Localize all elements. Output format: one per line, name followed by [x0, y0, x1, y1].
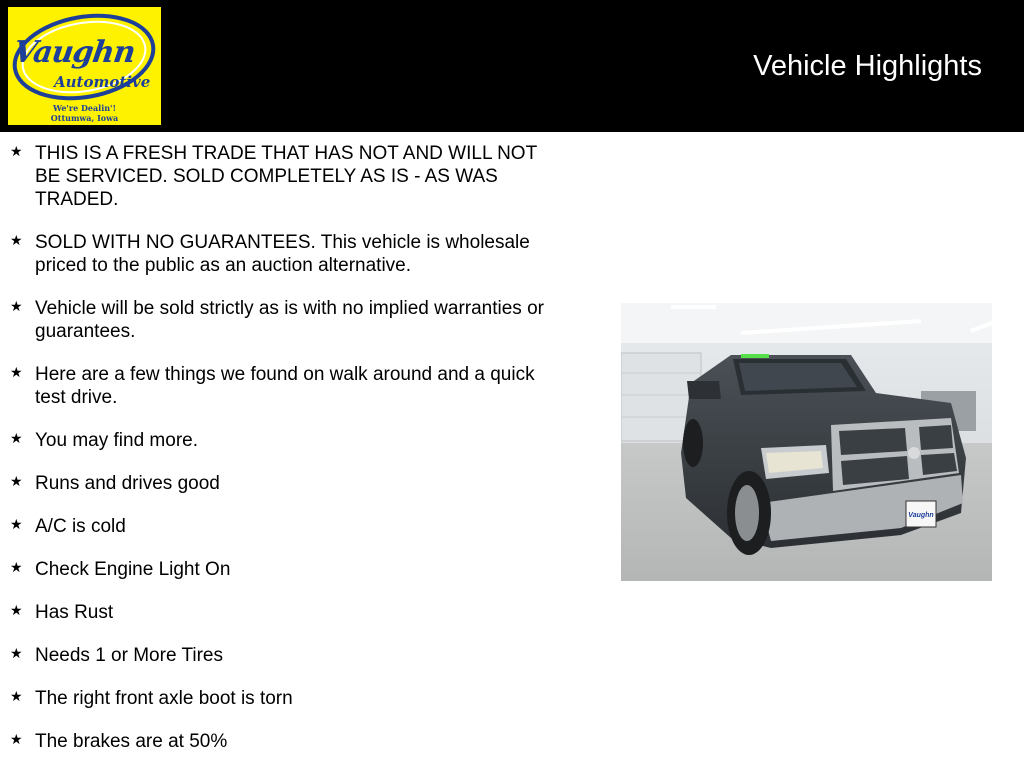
star-icon: ★: [10, 559, 23, 575]
list-item: [0, 644, 565, 667]
star-icon: ★: [10, 516, 23, 532]
star-icon: ★: [10, 364, 23, 380]
logo-location: Ottumwa, Iowa: [50, 113, 119, 123]
list-item: [0, 231, 565, 277]
highlight-text: You may find more.: [35, 430, 198, 451]
highlight-text: Vehicle will be sold strictly as is with no implied warranties or guarantees.: [35, 298, 544, 342]
star-icon: ★: [10, 143, 23, 159]
list-item: [0, 730, 565, 753]
list-item: [0, 687, 565, 710]
star-icon: ★: [10, 645, 23, 661]
star-icon: ★: [10, 688, 23, 704]
highlight-text: Check Engine Light On: [35, 559, 231, 580]
logo-brand: Vaughn: [11, 35, 137, 70]
highlight-text: A/C is cold: [35, 516, 126, 537]
list-item: [0, 429, 565, 452]
star-icon: ★: [10, 731, 23, 747]
dealer-logo[interactable]: [8, 7, 161, 125]
page-title: Vehicle Highlights: [753, 50, 982, 82]
list-item: [0, 601, 565, 624]
plate-text: Vaughn: [908, 512, 934, 519]
highlight-text: THIS IS A FRESH TRADE THAT HAS NOT AND WILL NOT BE SERVICED. SOLD COMPLETELY AS IS - AS WAS TRADED.: [35, 143, 537, 210]
highlight-text: The brakes are at 50%: [35, 731, 228, 752]
list-item: [0, 472, 565, 495]
star-icon: ★: [10, 602, 23, 618]
star-icon: ★: [10, 232, 23, 248]
star-icon: ★: [10, 430, 23, 446]
highlight-text: Runs and drives good: [35, 473, 220, 494]
highlight-text: SOLD WITH NO GUARANTEES. This vehicle is wholesale priced to the public as an auction alternative.: [35, 232, 530, 276]
star-icon: ★: [10, 473, 23, 489]
logo-tagline: We're Dealin'!: [52, 103, 117, 113]
highlight-text: The right front axle boot is torn: [35, 688, 293, 709]
list-item: [0, 558, 565, 581]
header-bar: [0, 0, 1024, 132]
star-icon: ★: [10, 298, 23, 314]
highlight-text: Needs 1 or More Tires: [35, 645, 223, 666]
list-item: [0, 363, 565, 409]
logo-subtitle: Automotive: [54, 73, 151, 91]
list-item: [0, 142, 565, 211]
pickup-truck-image: [621, 303, 992, 581]
list-item: [0, 297, 565, 343]
list-item: [0, 515, 565, 538]
highlight-text: Has Rust: [35, 602, 114, 623]
highlights-list: [0, 142, 580, 773]
highlight-text: Here are a few things we found on walk around and a quick test drive.: [35, 364, 535, 408]
vehicle-photo[interactable]: [621, 303, 992, 581]
